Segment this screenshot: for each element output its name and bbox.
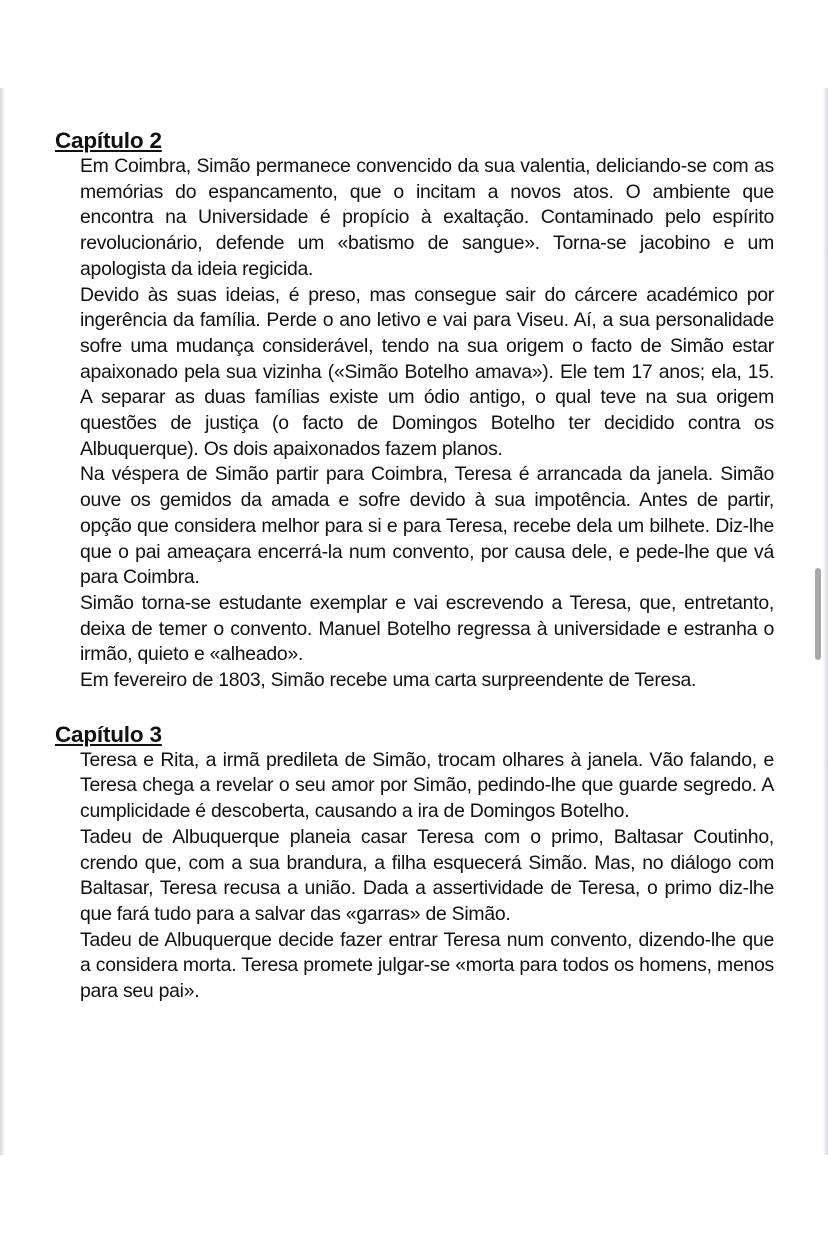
paragraph: Em Coimbra, Simão permanece convencido da sua valentia, deliciando-se com as memórias do espancamento, que o incitam a novos atos. O ambiente que encontra na Universidade é propício à exaltação. Contaminado pelo espírito revolucionário, defende um «batismo de sangue». Torna-se jacobino e um apologista da ideia regicida.	[80, 155, 774, 280]
chapter-body	[80, 154, 774, 694]
paragraph: Tadeu de Albuquerque planeia casar Teresa com o primo, Baltasar Coutinho, crendo que, com a sua brandura, a filha esquecerá Simão. Mas, no diálogo com Baltasar, Teresa recusa a união. Dada a assertividade de Teresa, o primo diz-lhe que fará tudo para a salvar das «garras» de Simão.	[80, 825, 774, 925]
chapter-3	[55, 722, 775, 1005]
paragraph: Em fevereiro de 1803, Simão recebe uma carta surpreendente de Teresa.	[80, 669, 697, 692]
chapter-2	[55, 128, 775, 694]
paragraph: Na véspera de Simão partir para Coimbra, Teresa é arrancada da janela. Simão ouve os gemidos da amada e sofre devido à sua impotência. Antes de partir, opção que considera melhor para si e para Teresa, recebe dela um bilhete. Diz-lhe que o pai ameaçara encerrá-la num convento, por causa dele, e pede-lhe que vá para Coimbra.	[80, 463, 774, 589]
vertical-scrollbar-thumb[interactable]	[815, 568, 821, 660]
paragraph: Simão torna-se estudante exemplar e vai escrevendo a Teresa, que, entretanto, deixa de temer o convento. Manuel Botelho regressa à universidade e estranha o irmão, quieto e «alheado».	[80, 591, 774, 666]
page-left-edge	[0, 88, 5, 1155]
document-page	[55, 128, 775, 1005]
chapter-body	[80, 748, 774, 1005]
page-right-edge	[823, 88, 828, 1155]
chapter-title: Capítulo 3	[55, 721, 162, 747]
paragraph: Devido às suas ideias, é preso, mas consegue sair do cárcere académico por ingerência da família. Perde o ano letivo e vai para Viseu. Aí, a sua personalidade sofre uma mudança considerável, tendo na sua origem o facto de Simão estar apaixonado pela sua vizinha («Simão Botelho amava»). Ele tem 17 anos; ela, 15. A separar as duas famílias existe um ódio antigo, o qual teve na sua origem questões de justiça (o facto de Domingos Botelho ter decidido contra os Albuquerque). Os dois apaixonados fazem planos.	[80, 283, 774, 460]
document-viewer[interactable]	[0, 88, 828, 1155]
paragraph: Tadeu de Albuquerque decide fazer entrar Teresa num convento, dizendo-lhe que a considera morta. Teresa promete julgar-se «morta para todos os homens, menos para seu pai».	[80, 928, 774, 1003]
paragraph: Teresa e Rita, a irmã predileta de Simão, trocam olhares à janela. Vão falando, e Teresa chega a revelar o seu amor por Simão, pedindo-lhe que guarde segredo. A cumplicidade é descoberta, causando a ira de Domingos Botelho.	[80, 748, 774, 823]
chapter-title: Capítulo 2	[55, 128, 162, 153]
